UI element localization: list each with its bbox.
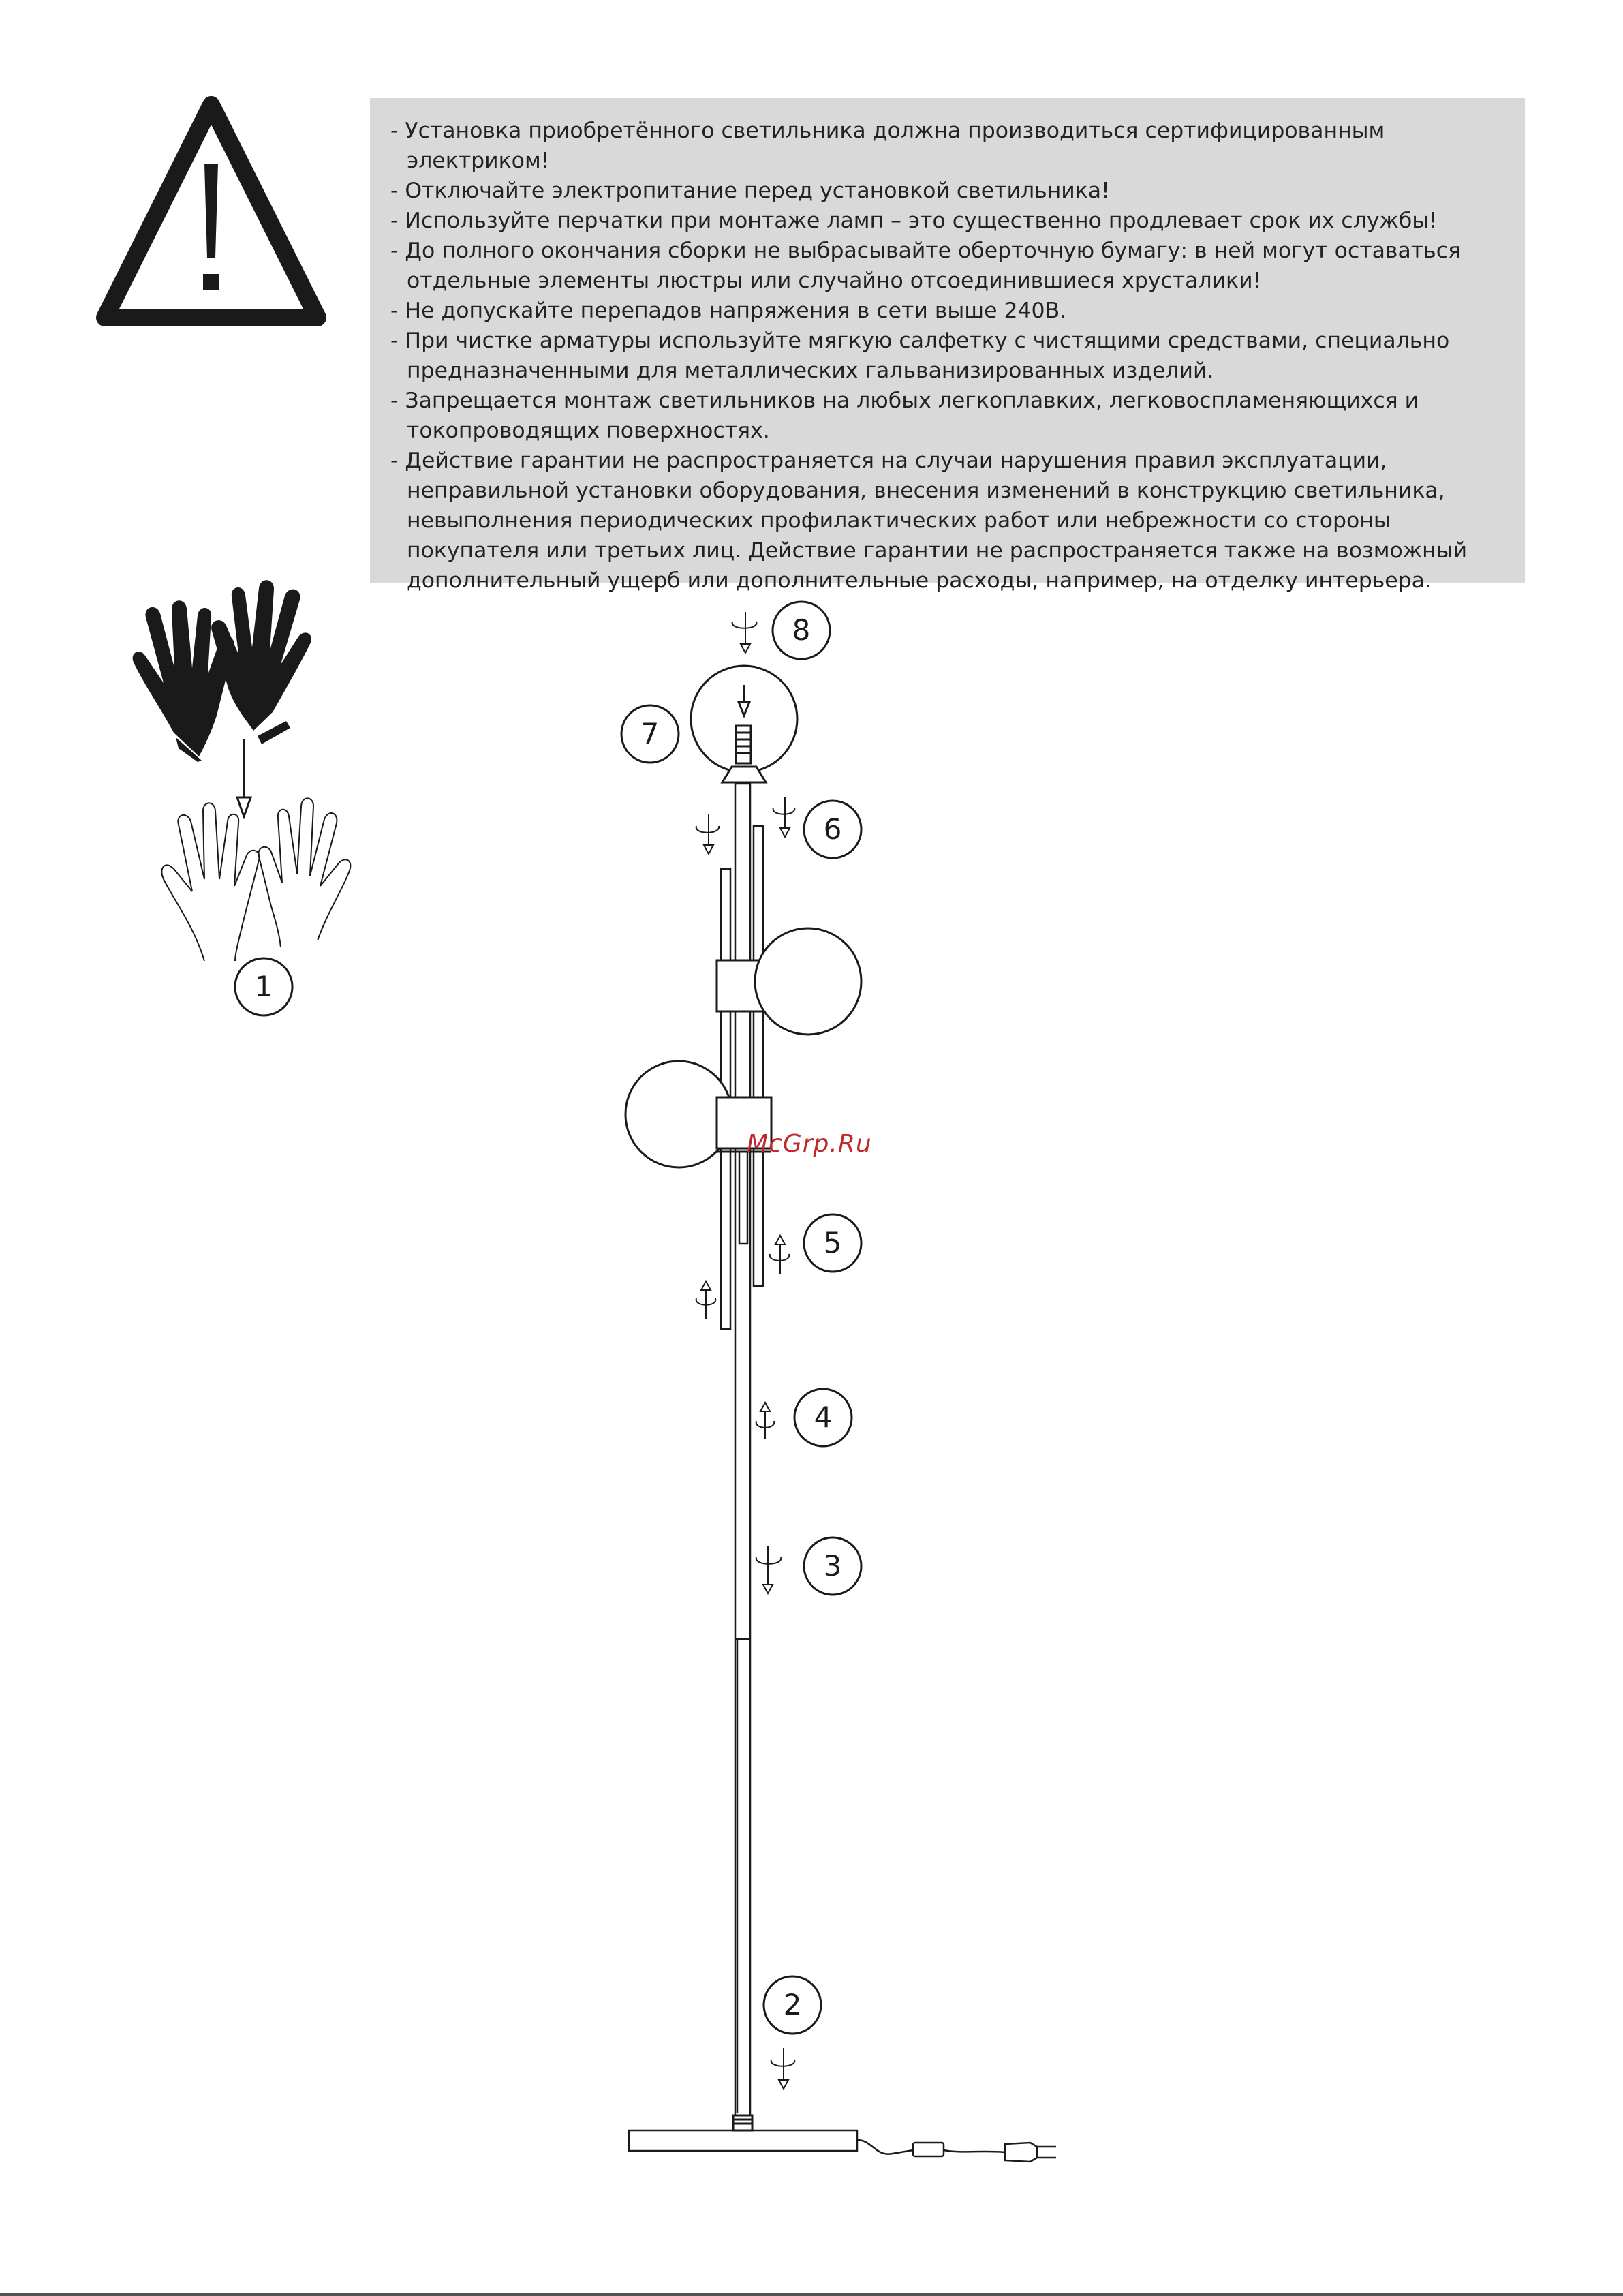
step-6-label: 6 (823, 812, 842, 846)
warning-item: - Отключайте электропитание перед установкой светильника! (390, 179, 1110, 203)
warning-item: - До полного окончания сборки не выбрасывайте оберточную бумагу: в ней могут оставаться отдельные элементы люстры или случайно отсоединившиеся хрусталики! (390, 239, 1461, 293)
step-8-label: 8 (792, 613, 811, 647)
step-5-label: 5 (823, 1226, 842, 1259)
rotate-arrow-icon (771, 2048, 795, 2089)
step-1-label: 1 (254, 970, 273, 1003)
power-cord-plug (857, 2140, 1056, 2162)
watermark: McGrp.Ru (747, 1130, 872, 1158)
step-7-label: 7 (640, 717, 660, 750)
step-4-badge (794, 1389, 852, 1446)
rotate-arrow-icon (732, 612, 757, 653)
warning-item: - Запрещается монтаж светильников на любых легкоплавких, легковоспламеняющихся и токопроводящих поверхностях. (390, 388, 1419, 443)
upper-socket (717, 928, 861, 1035)
top-shade (691, 666, 797, 782)
step-1-badge (235, 958, 292, 1015)
step-7-badge (621, 705, 679, 763)
footer-divider (0, 2293, 1623, 2296)
warning-item: - При чистке арматуры используйте мягкую салфетку с чистящими средствами, специально предназначенными для металлических гальванизированных изделий. (390, 328, 1450, 383)
lamp-rods (721, 826, 763, 1329)
step-5-badge (804, 1214, 861, 1272)
bare-hands-icon (161, 798, 350, 961)
warning-item: - Не допускайте перепадов напряжения в сети выше 240В. (390, 299, 1067, 323)
rotate-arrow-icon (770, 1236, 790, 1274)
warning-item: - Действие гарантии не распространяется на случаи нарушения правил эксплуатации, неправильной установки оборудования, внесения изменений в конструкцию светильника, невыполнения периодических профилактических работ или небрежности со стороны покупателя или третьих лиц. Действие гарантии не распространяется также на возможный дополнительный ущерб или дополнительные расходы, например, на отделку интерьера. (390, 448, 1468, 593)
step1-arrow (237, 739, 251, 816)
step-8-badge (773, 602, 830, 659)
gloves-icon (133, 580, 311, 762)
step-2-label: 2 (783, 1988, 802, 2021)
warning-item: - Используйте перчатки при монтаже ламп – это существенно продлевает срок их службы! (390, 209, 1438, 233)
step-4-label: 4 (814, 1400, 833, 1434)
step-3-badge (804, 1537, 861, 1595)
rotate-arrow-icon (696, 814, 719, 854)
rotate-arrow-icon (696, 1281, 716, 1319)
lamp-base (629, 2115, 857, 2151)
rotate-arrow-icon (773, 797, 795, 837)
step-3-label: 3 (823, 1549, 842, 1582)
warning-item: - Установка приобретённого светильника должна производиться сертифицированным электриком! (390, 119, 1385, 173)
rotate-arrow-icon (756, 1546, 782, 1593)
step-6-badge (804, 801, 861, 858)
rotate-arrow-icon (756, 1403, 775, 1439)
step-2-badge (764, 1976, 821, 2034)
